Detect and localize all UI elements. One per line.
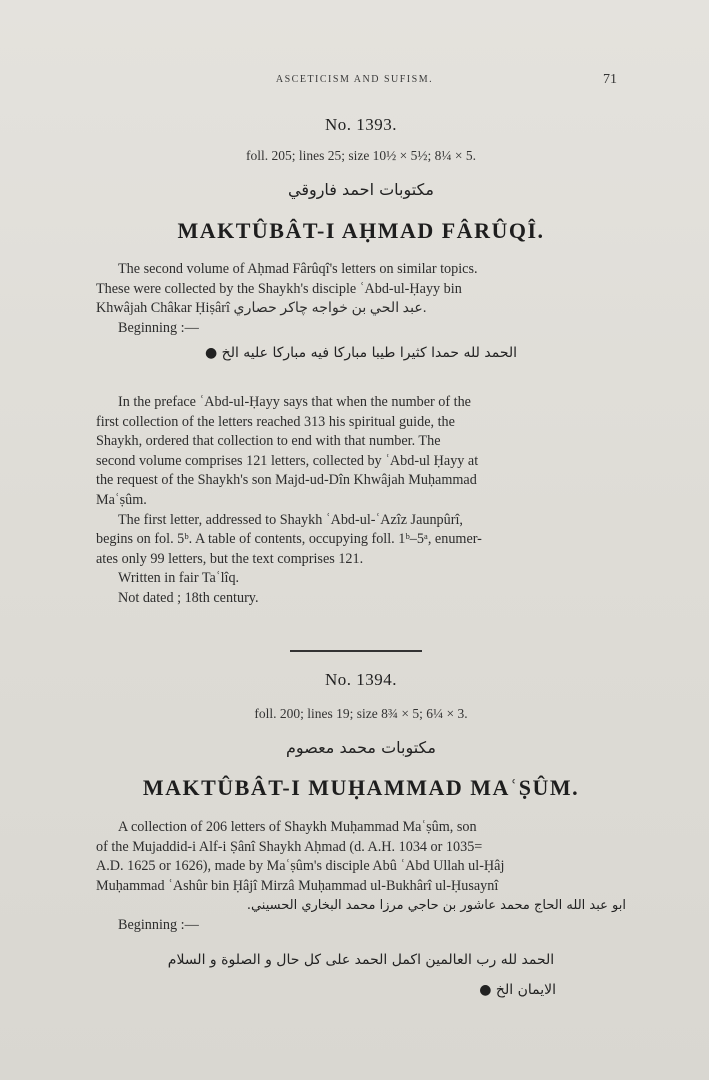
folio-description: foll. 205; lines 25; size 10½ × 5½; 8¼ × 5. xyxy=(245,148,477,163)
text-line: In the preface ʿAbd-ul-Ḥayy says that when the number of the xyxy=(118,394,471,410)
text-line: the request of the Shaykh's son Majd-ud-Dîn Khwâjah Muḥammad xyxy=(96,472,477,489)
section-divider xyxy=(290,650,422,652)
text-line: The first letter, addressed to Shaykh ʿAbd-ul-ʿAzîz Jaunpûrî, xyxy=(118,511,463,528)
entry-title: MAKTÛBÂT-I AḤMAD FÂRÛQÎ. xyxy=(177,218,545,243)
page-number: 71 xyxy=(603,72,617,87)
running-title: ASCETICISM AND SUFISM. xyxy=(275,74,434,85)
date-note: Not dated ; 18th century. xyxy=(118,589,259,606)
beginning-arabic-text: الحمد لله حمدا كثيرا طيبا مباركا فيه مباركا عليه الخ ● xyxy=(204,345,518,361)
text-line: of the Mujaddid-i Alf-i Ṣânî Shaykh Aḥmad (d. A.H. 1034 or 1035= xyxy=(96,838,483,855)
beginning-arabic-text: الحمد لله رب العالمين اكمل الحمد على كل حال و الصلوة و السلام xyxy=(167,952,555,968)
text-line: A.D. 1625 or 1626), made by Maʿṣûm's disciple Abû ʿAbd Ullah ul-Ḥâj xyxy=(96,858,505,875)
folio-description: foll. 200; lines 19; size 8¾ × 5; 6¼ × 3. xyxy=(254,706,468,721)
text-line: Maʿṣûm. xyxy=(96,491,147,508)
text-line: The second volume of Aḥmad Fârûqî's letters on similar topics. xyxy=(118,261,478,277)
text-line: second volume comprises 121 letters, collected by ʿAbd-ul Ḥayy at xyxy=(96,452,479,469)
text-line: A collection of 206 letters of Shaykh Muḥammad Maʿṣûm, son xyxy=(118,819,477,835)
description-paragraph xyxy=(96,260,626,338)
text-line: Khwâjah Châkar Ḥiṣârî عبد الحي بن خواجه چاكر حصاري. xyxy=(96,300,427,317)
text-line: Shaykh, ordered that collection to end with that number. The xyxy=(96,433,441,450)
text-line: begins on fol. 5ᵇ. A table of contents, occupying foll. 1ᵇ–5ᵃ, enumer- xyxy=(96,531,482,548)
preface-paragraph xyxy=(96,393,626,609)
beginning-label: Beginning :— xyxy=(118,916,199,933)
beginning-arabic-text: الايمان الخ ● xyxy=(479,982,556,998)
entry-number: No. 1394. xyxy=(324,670,398,689)
arabic-title: مكتوبات احمد فاروقي xyxy=(287,180,434,199)
arabic-title: مكتوبات محمد معصوم xyxy=(286,738,436,757)
text-line: These were collected by the Shaykh's disciple ʿAbd-ul-Ḥayy bin xyxy=(96,280,462,297)
entry-number: No. 1393. xyxy=(324,115,398,134)
arabic-name-line: ابو عبد الله الحاج محمد عاشور بن حاجي مرزا محمد البخاري الحسيني. xyxy=(246,898,626,914)
entry-title: MAKTÛBÂT-I MUḤAMMAD MAʿṢÛM. xyxy=(142,775,580,800)
text-line: Muḥammad ʿAshûr bin Ḥâjî Mirzâ Muḥammad ul-Bukhârî ul-Ḥusaynî xyxy=(96,877,499,894)
beginning-label: Beginning :— xyxy=(118,319,199,336)
text-line: first collection of the letters reached 313 his spiritual guide, the xyxy=(96,413,455,430)
script-note: Written in fair Taʿlîq. xyxy=(118,570,240,587)
text-line: ates only 99 letters, but the text comprises 121. xyxy=(96,550,364,567)
description-paragraph xyxy=(96,818,626,936)
